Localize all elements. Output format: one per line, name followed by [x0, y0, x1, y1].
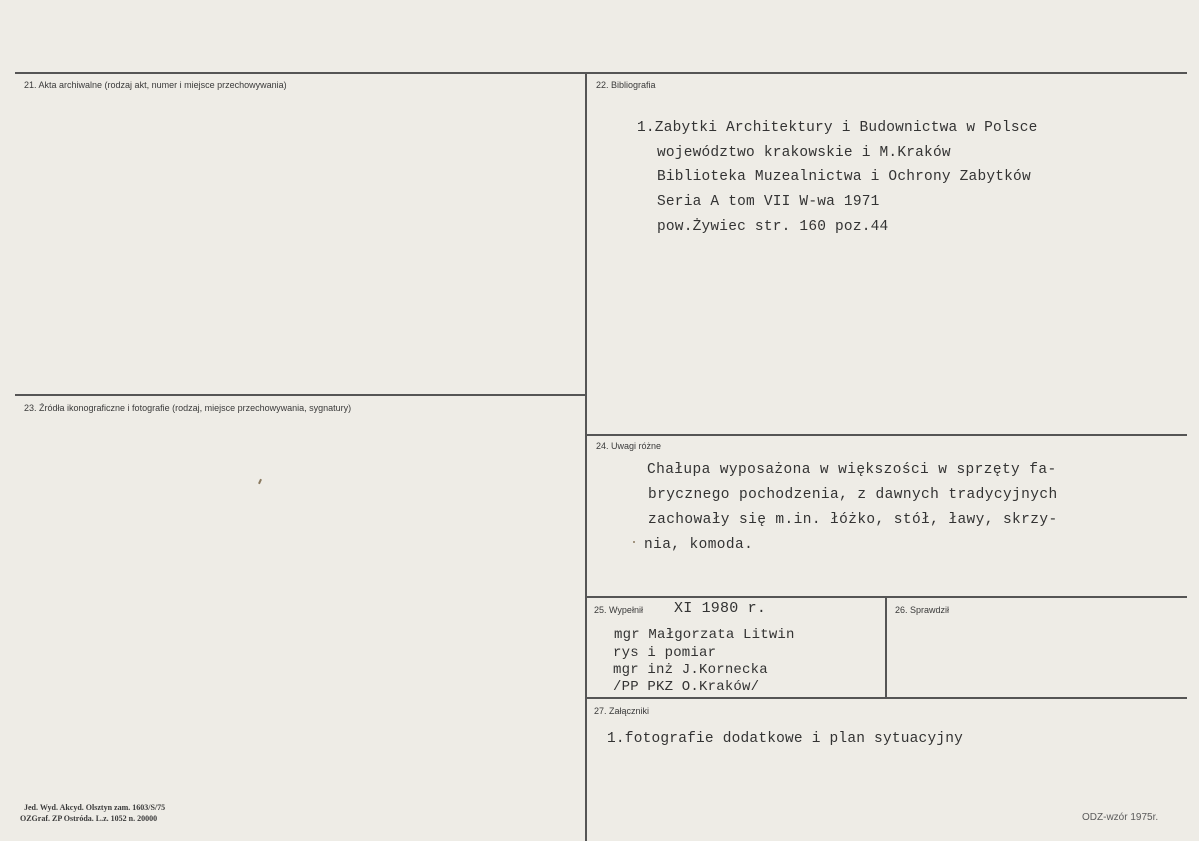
- notes-line-4: nia, komoda.: [644, 537, 754, 553]
- rule-21-23: [15, 394, 586, 396]
- form-id: ODZ-wzór 1975r.: [1082, 812, 1159, 823]
- filled-by-line-2: rys i pomiar: [613, 645, 717, 661]
- divider-25-26: [885, 597, 887, 698]
- filled-date: XI 1980 r.: [674, 600, 767, 617]
- center-divider: [585, 72, 587, 841]
- printer-line-1: Jed. Wyd. Akcyd. Olsztyn zam. 1603/S/75: [24, 803, 166, 812]
- attachments-line-1: 1.fotografie dodatkowe i plan sytuacyjny: [607, 731, 964, 747]
- notes-line-3: zachowały się m.in. łóżko, stół, ławy, skrzy-: [648, 512, 1058, 528]
- notes-line-2: brycznego pochodzenia, z dawnych tradycyjnych: [648, 487, 1058, 503]
- section-25-label: 25. Wypełnił: [594, 605, 643, 615]
- top-rule: [15, 72, 1187, 74]
- rule-25-27: [586, 697, 1187, 699]
- section-21-label: 21. Akta archiwalne (rodzaj akt, numer i miejsce przechowywania): [24, 80, 287, 90]
- filled-by-line-4: /PP PKZ O.Kraków/: [613, 679, 760, 695]
- printer-line-2: OZGraf. ZP Ostróda. L.z. 1052 n. 20000: [20, 814, 158, 823]
- section-22-label: 22. Bibliografia: [596, 80, 656, 90]
- bibliography-line-4: Seria A tom VII W-wa 1971: [657, 194, 880, 210]
- notes-line-1: Chałupa wyposażona w większości w sprzęty fa-: [647, 462, 1057, 478]
- rule-22-24: [586, 434, 1187, 436]
- bibliography-line-1: 1.Zabytki Architektury i Budownictwa w Polsce: [637, 120, 1038, 136]
- section-24-label: 24. Uwagi różne: [596, 441, 662, 451]
- section-27-label: 27. Załączniki: [594, 706, 650, 716]
- ink-dot: [633, 541, 635, 543]
- bibliography-line-5: pow.Żywiec str. 160 poz.44: [657, 219, 889, 235]
- filled-by-line-3: mgr inż J.Kornecka: [613, 662, 768, 678]
- filled-by-line-1: mgr Małgorzata Litwin: [614, 627, 795, 643]
- bibliography-line-2: województwo krakowskie i M.Kraków: [657, 145, 951, 161]
- section-26-label: 26. Sprawdził: [895, 605, 950, 615]
- section-23-label: 23. Źródła ikonograficzne i fotografie (rodzaj, miejsce przechowywania, sygnatury): [24, 403, 352, 413]
- ink-speck: [258, 479, 262, 484]
- bibliography-line-3: Biblioteka Muzealnictwa i Ochrony Zabytków: [657, 169, 1031, 185]
